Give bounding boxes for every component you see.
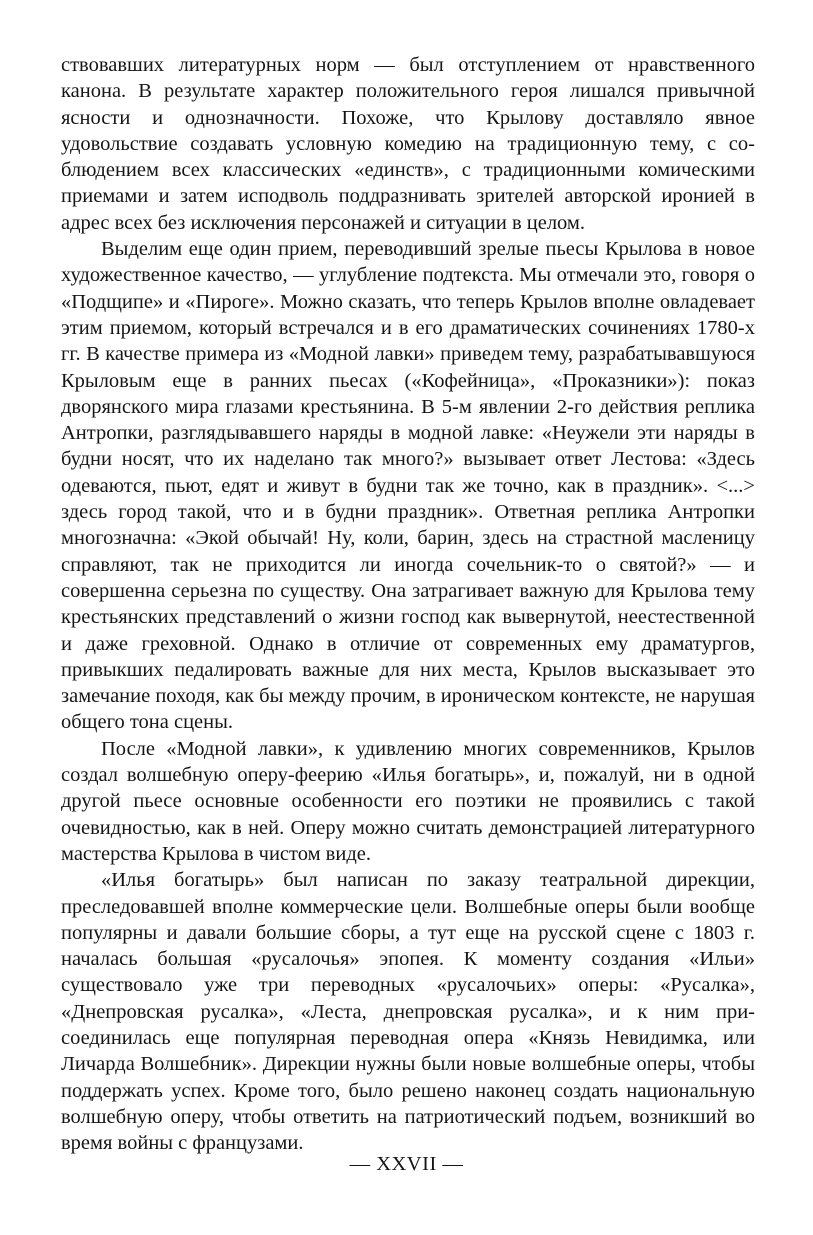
paragraph-2: Выделим еще один прием, переводивший зрелые пьесы Крылова в новое художественное качество, — углубление подтекста. Мы отмечали это, говоря о «Подщипе» и «Пироге». Можно сказать, что теперь Крылов вполне овладевает этим приемом, который встречался и в его драматических сочинениях 1780-х гг. В качестве примера из «Модной лавки» приведем тему, разрабатывавшуюся Крыловым еще в ранних пьесах («Кофейница», «Проказники»): показ дворянского мира глазами крестьянина. В 5-м явлении 2-го действия реплика Антропки, разглядывавшего наряды в модной лавке: «Неужели эти наряды в будни носят, что их наделано так много?» вызывает ответ Лестова: «Здесь одеваются, пьют, едят и живут в будни так же точно, как в праздник». <...> здесь город такой, что и в будни праздник». Ответная реплика Антропки многозначна: «Экой обычай! Ну, коли, барин, здесь на страстной масленицу справляют, так не приходится ли иногда сочельник-то о святой?» — и совершенна серьезна по существу. Она затрагивает важную для Крылова тему крестьянских представлений о жизни господ как вывернутой, неестественной и даже греховной. Однако в отличие от современных ему драматургов, привыкших педалировать важные для них места, Крылов высказывает это замечание походя, как бы между прочим, в ироническом контексте, не нарушая общего тона сцены. — [61, 238, 755, 734]
page-number: — XXVII — — [349, 1153, 464, 1175]
paragraph-3: После «Модной лавки», к удивлению многих современников, Крылов создал волшебную оперу-феерию «Илья богатырь», и, пожалуй, ни в одной другой пьесе основные особенности его поэтики не проявились с такой очевидностью, как в ней. Оперу можно считать демонстрацией литературного мастерства Крылова в чистом виде. — [61, 737, 755, 865]
paragraph-4: «Илья богатырь» был написан по заказу театральной дирекции, преследовавшей вполне коммерческие цели. Волшебные оперы были вообще популярны и давали большие сборы, а тут еще на русской сцене с 1803 г. началась большая «русалочья» эпопея. К моменту создания «Ильи» существовало уже три переводных «русалочьих» оперы: «Русалка», «Днепровская русалка», «Леста, днепровская русалка», и к ним присоединилась еще популярная переводная опера «Князь Невидимка, или Личарда Волшебник». Дирекции нужны были новые волшебные оперы, чтобы поддержать успех. Кроме того, было решено наконец создать национальную волшебную оперу, чтобы ответить на патриотический подъем, возникший во время войны с французами. — [61, 869, 755, 1155]
text-body — [61, 52, 755, 1156]
paragraph-1: ствовавших литературных норм — был отступлением от нравственного канона. В результате характер положительного героя лишался привычной ясности и однозначности. Похоже, что Крылову доставляло явное удовольствие создавать условную комедию на традиционную тему, с соблюдением всех классических «единств», с традиционными комическими приемами и затем исподволь поддразнивать зрителей авторской иронией в адрес всех без исключения персонажей и ситуации в целом. — [61, 54, 755, 234]
